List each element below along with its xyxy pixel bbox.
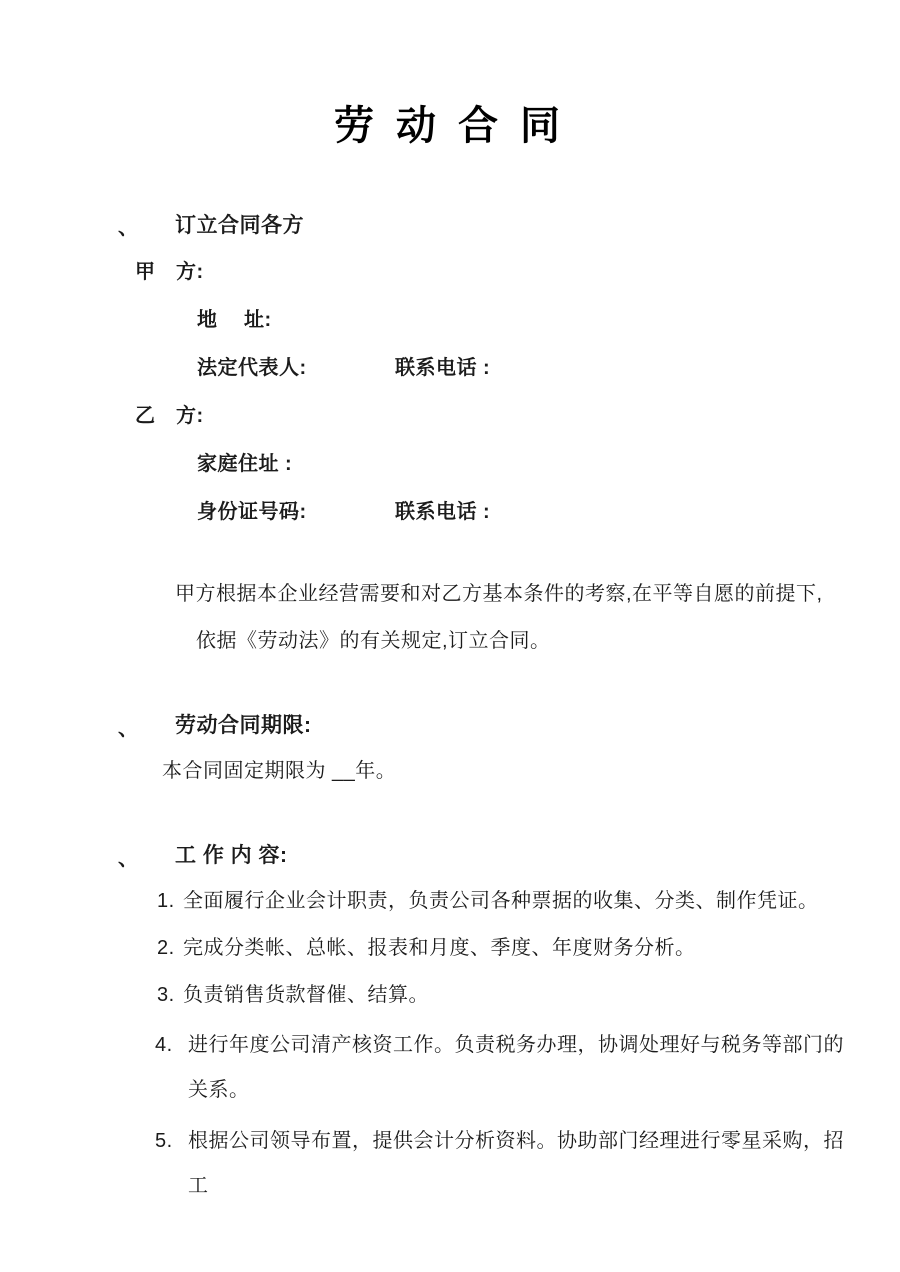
list-item-number: 3. (157, 984, 175, 1006)
list-item: 全面履行企业会计职责，负责公司各种票据的收集、分类、制作凭证。 (183, 890, 819, 912)
legal-representative-label: 法定代表人: (197, 357, 307, 379)
section2-marker: 、 (118, 718, 139, 740)
home-address-label: 家庭住址 : (197, 453, 293, 475)
intro-paragraph-line2: 依据《劳动法》的有关规定,订立合同。 (196, 630, 551, 652)
party-a-label: 甲 方: (135, 261, 204, 283)
list-item-number: 2. (157, 937, 175, 959)
list-item: 根据公司领导布置，提供会计分析资料。协助部门经理进行零星采购，招工 (188, 1130, 844, 1197)
address-label: 地 址: (197, 309, 272, 331)
phone-label-party-b: 联系电话 : (395, 501, 491, 523)
list-item-number: 5. (155, 1130, 173, 1152)
section3-marker: 、 (118, 848, 139, 870)
party-b-label: 乙 方: (135, 405, 204, 427)
page-title: 劳 动 合 同 (334, 103, 566, 148)
section1-marker: 、 (118, 217, 139, 239)
list-item-number: 1. (157, 890, 175, 912)
term-body: 本合同固定期限为 __年。 (162, 760, 397, 782)
list-item: 进行年度公司清产核资工作。负责税务办理，协调处理好与税务等部门的关系。 (188, 1034, 844, 1101)
list-item-number: 4. (155, 1034, 173, 1056)
section2-heading: 劳动合同期限: (175, 714, 312, 737)
intro-paragraph-line1: 甲方根据本企业经营需要和对乙方基本条件的考察,在平等自愿的前提下, (175, 583, 823, 605)
list-item: 负责销售货款督催、结算。 (183, 984, 429, 1006)
list-item: 完成分类帐、总帐、报表和月度、季度、年度财务分析。 (183, 937, 696, 959)
phone-label-party-a: 联系电话 : (395, 357, 491, 379)
id-number-label: 身份证号码: (197, 501, 307, 523)
section3-heading: 工 作 内 容: (175, 844, 288, 867)
section1-heading: 订立合同各方 (175, 214, 304, 237)
